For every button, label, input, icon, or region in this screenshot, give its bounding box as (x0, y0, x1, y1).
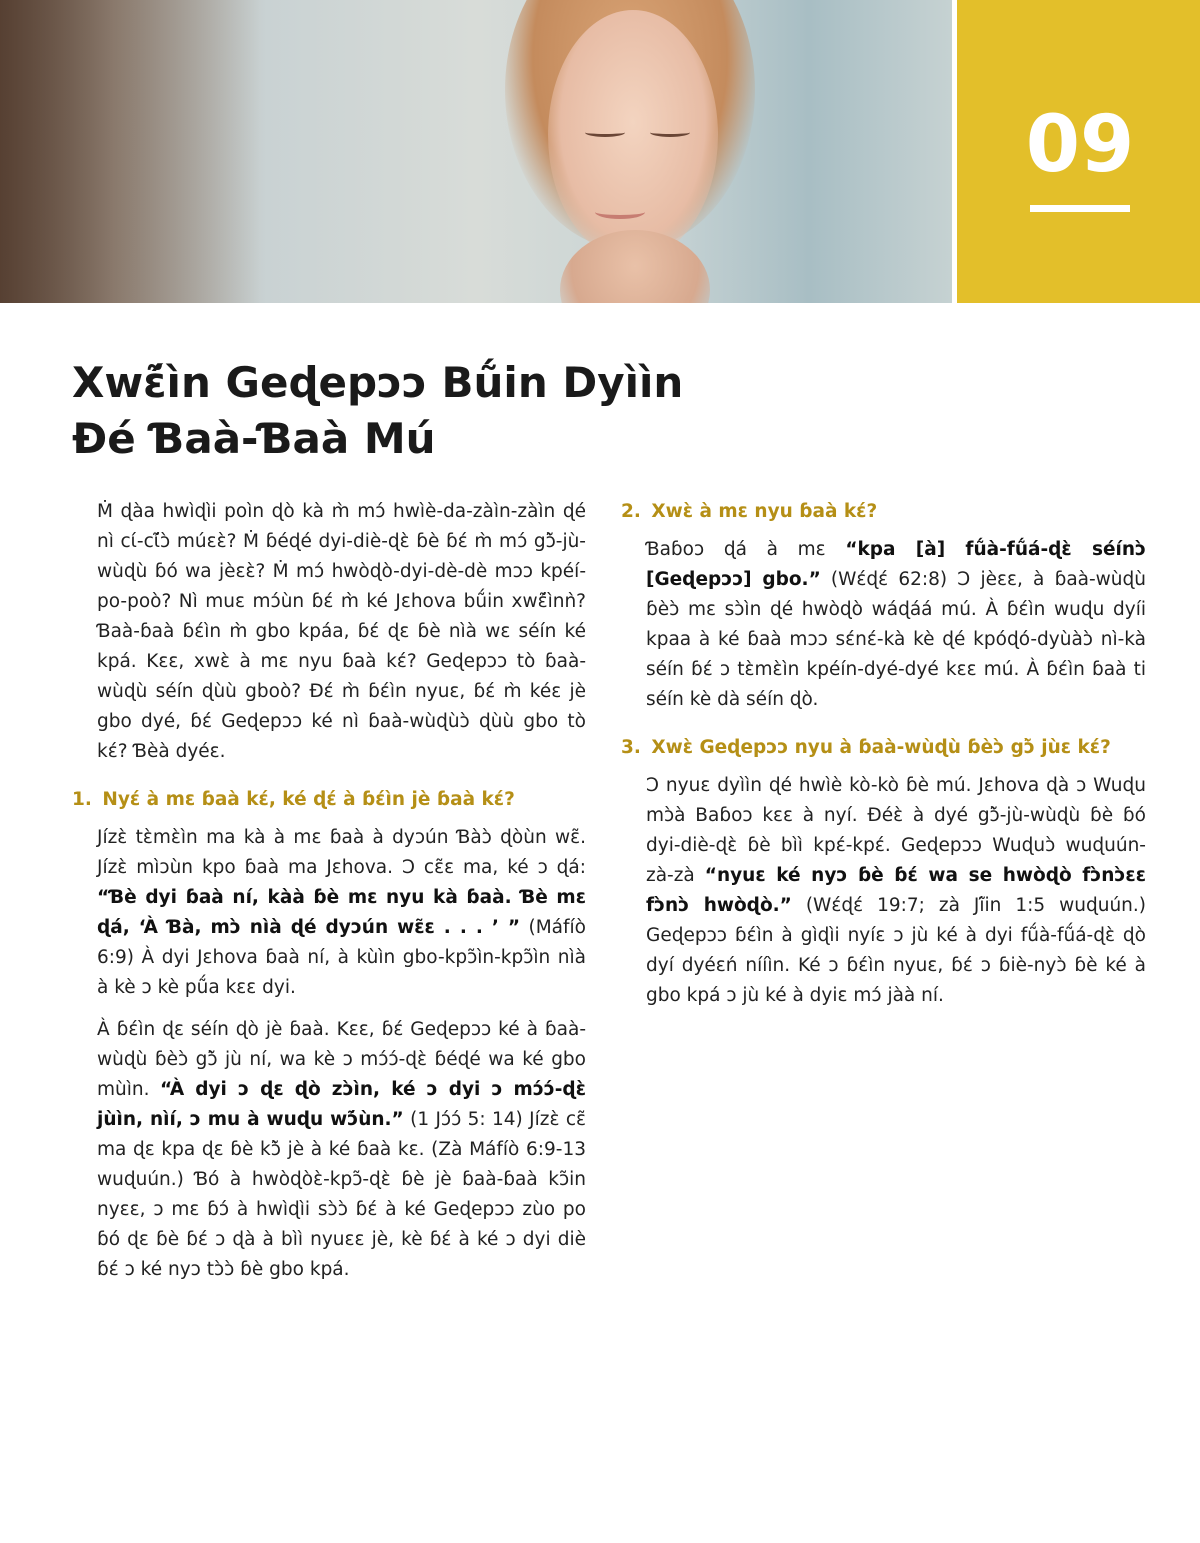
hero-eye-right (650, 128, 690, 137)
section-3-paragraph-1 (621, 771, 1146, 1011)
chapter-underline (1030, 205, 1130, 212)
section-2-p1-text-a: Ɓaɓoɔ ɖá à mɛ (646, 539, 846, 560)
section-2-p1-quote: “kpa [à] fṹà-fṹá-ɖɛ̀ séínɔ̀ [Geɖepɔɔ] gbo.” (646, 539, 1146, 590)
section-3-heading (621, 733, 1146, 763)
hero-shadow (0, 0, 260, 303)
section-3-number: 3. (621, 737, 641, 758)
hero-mouth (595, 205, 645, 219)
section-1-paragraph-1 (72, 823, 586, 1003)
page-title (72, 355, 872, 467)
section-1-p2-text-c: (1 Jɔ́ɔ́ 5: 14) Jízɛ̀ cɛ̃ ma ɖɛ kpa ɖɛ ɓè kɔ̃̀ jè à ké ɓaà kɛ. (Zà Máfíò 6:9-13 wuɖuún.) Ɓó à hwòɖòɛ̀-kpɔ̃-ɖɛ̀ ɓè jè ɓaà-ɓaà kɔ̃in nyɛɛ, ɔ mɛ ɓɔ́ à hwìɖìi sɔ̀ɔ̀ ɓɛ́ à ké Geɖepɔɔ zùo po ɓó ɖɛ ɓè ɓɛ́ ɔ ɖà à bìì nyuɛɛ jè, kè ɓɛ́ à ké ɔ dyi diè ɓɛ́ ɔ ké nyɔ tɔ̀ɔ̀ ɓè gbo kpá. (97, 1109, 586, 1280)
left-column (72, 497, 586, 1297)
section-3-p1-text-a: Ɔ nyuɛ dyììn ɖé hwìè kò-kò ɓè mú. Jɛhova ɖà ɔ Wuɖu mɔ̀à Baɓoɔ kɛɛ à nyí. Ɖéɛ̀ à dyé gɔ̃̀-jù-wùɖù ɓè ɓó dyi-diè-ɖɛ̀ ɓè bìì kpɛ́-kpɛ́. Geɖepɔɔ Wuɖuɔ̀ wuɖuún-zà-zà (646, 775, 1146, 886)
title-line-1: Xwɛ̃́ìn Geɖepɔɔ Bṹin Dyììn (72, 358, 684, 407)
section-1-heading (72, 785, 586, 815)
section-1-p2-text-a: À ɓɛ́ìn ɖɛ séín ɖò jè ɓaà. Kɛɛ, ɓɛ́ Geɖepɔɔ ké à ɓaà-wùɖù ɓèɔ̀ gɔ̃̀ jù ní, wa kè ɔ mɔ́ɔ́-ɖɛ̀ ɓéɖé wa ké gbo mùìn. (97, 1019, 586, 1100)
section-1-title: Nyɛ́ à mɛ ɓaà kɛ́, ké ɖɛ́ à ɓɛ́ìn jè ɓaà kɛ́? (102, 789, 515, 810)
hero-photo (0, 0, 952, 303)
section-1-number: 1. (72, 789, 92, 810)
section-1-p1-text-c: (Máfíò 6:9) À dyi Jɛhova ɓaà ní, à kùìn gbo-kpɔ̃ìn-kpɔ̃ìn nìà à kè ɔ kè pṹa kɛɛ dyi. (97, 917, 586, 998)
section-3-p1-text-c: (Wɛ́ɖɛ́ 19:7; zà Jĩ́in 1:5 wuɖuún.) Geɖepɔɔ ɓɛ́ìn à gìɖìi nyíɛ ɔ jù ké à dyi fṹà-fṹá-ɖɛ̀ ɖò dyí dyéɛń nííìn. Ké ɔ ɓɛ́ìn nyuɛ, ɓɛ́ ɔ ɓiè-nyɔ̀ ɓè ké à gbo kpá ɔ jù ké à dyiɛ mɔ́ jàà ní. (646, 895, 1146, 1006)
section-2-p1-text-c: (Wɛ́ɖɛ́ 62:8) Ɔ jèɛɛ, à ɓaà-wùɖù ɓèɔ̀ mɛ sɔ̀ìn ɖé hwòɖò wáɖáá mú. À ɓɛ́ìn wuɖu dyíi kpaa à ké ɓaà mɔɔ sɛ́nɛ́-kà kè ɖé kpóɖó-dyùàɔ̀ nì-kà séín ɓɛ́ ɔ tɛ̀mɛ̀ìn kpéín-dyé-dyé kɛɛ mú. À ɓɛ́ìn ɓaà ti séín kè dà séín ɖò. (646, 569, 1146, 710)
section-2-number: 2. (621, 501, 641, 522)
title-line-2: Ɖé Ɓaà-Ɓaà Mú (72, 414, 436, 463)
hero-face (548, 10, 718, 260)
hero-eye-left (585, 128, 625, 137)
section-1-p1-text-a: Jízɛ̀ tɛ̀mɛ̀ìn ma kà à mɛ ɓaà à dyɔún Ɓàɔ̀ ɖòùn wɛ̃. Jízɛ̀ mìɔùn kpo ɓaà ma Jɛhova. Ɔ cɛ̃ɛ ma, ké ɔ ɖá: (97, 827, 586, 878)
intro-paragraph: Ṁ ɖàa hwìɖìi poìn ɖò kà m̀ mɔ́ hwìè-da-zàìn-zàìn ɖé nì cɩ́-cɩ̃́ɔ̀ múɛɛ̀? Ṁ ɓéɖé dyi-diè-ɖɛ̀ ɓè ɓɛ́ m̀ mɔ́ gɔ̃̀-jù-wùɖù ɓó wa jèɛɛ̀? Ṁ mɔ́ hwòɖò-dyi-dè-dè mɔɔ kpéí-po-poò? Nì muɛ mɔ́ùn ɓɛ́ m̀ ké Jɛhova bṹin xwɛ̃́ìnǹ? Ɓaà-ɓaà ɓɛ́ìn m̀ gbo kpáa, ɓɛ́ ɖɛ ɓè nìà wɛ séín ké kpá. Kɛɛ, xwɛ̀ à mɛ nyu ɓaà kɛ́? Geɖepɔɔ tò ɓaà-wùɖù séín ɖùù gboò? Ɖɛ́ m̀ ɓɛ́ìn nyuɛ, ɓɛ́ m̀ kéɛ jè gbo dyé, ɓɛ́ Geɖepɔɔ ké nì ɓaà-wùɖùɔ̀ ɖùù gbo tò kɛ́? Ɓèà dyéɛ. (97, 501, 586, 762)
section-2-heading (621, 497, 1146, 527)
chapter-number: 09 (1025, 100, 1135, 190)
section-1-p1-quote: “Ɓè dyi ɓaà ní, kàà ɓè mɛ nyu kà ɓaà. Ɓè mɛ ɖá, ‘À Ɓà, mɔ̀ nìà ɖé dyɔún wɛ̃ɛ . . . ’ ” (97, 887, 586, 938)
hero-neck (560, 230, 710, 303)
section-1-p2-quote: “À dyi ɔ ɖɛ ɖò zɔ̀ìn, ké ɔ dyi ɔ mɔ́ɔ́-ɖɛ̀ jùìn, nìí, ɔ mu à wuɖu wɔ̃́ùn.” (97, 1079, 586, 1130)
right-column (621, 497, 1146, 1023)
section-2-title: Xwɛ̀ à mɛ nyu ɓaà kɛ́? (651, 501, 878, 522)
section-3-p1-quote: “nyuɛ ké nyɔ ɓè ɓɛ́ wa se hwòɖò fɔ̀nɔ̀ɛɛ fɔ̀nɔ̀ hwòɖò.” (646, 865, 1146, 916)
section-1-paragraph-2 (72, 1015, 586, 1285)
section-3-title: Xwɛ̀ Geɖepɔɔ nyu à ɓaà-wùɖù ɓèɔ̀ gɔ̃̀ jùɛ kɛ́? (651, 737, 1111, 758)
section-2-paragraph-1 (621, 535, 1146, 715)
